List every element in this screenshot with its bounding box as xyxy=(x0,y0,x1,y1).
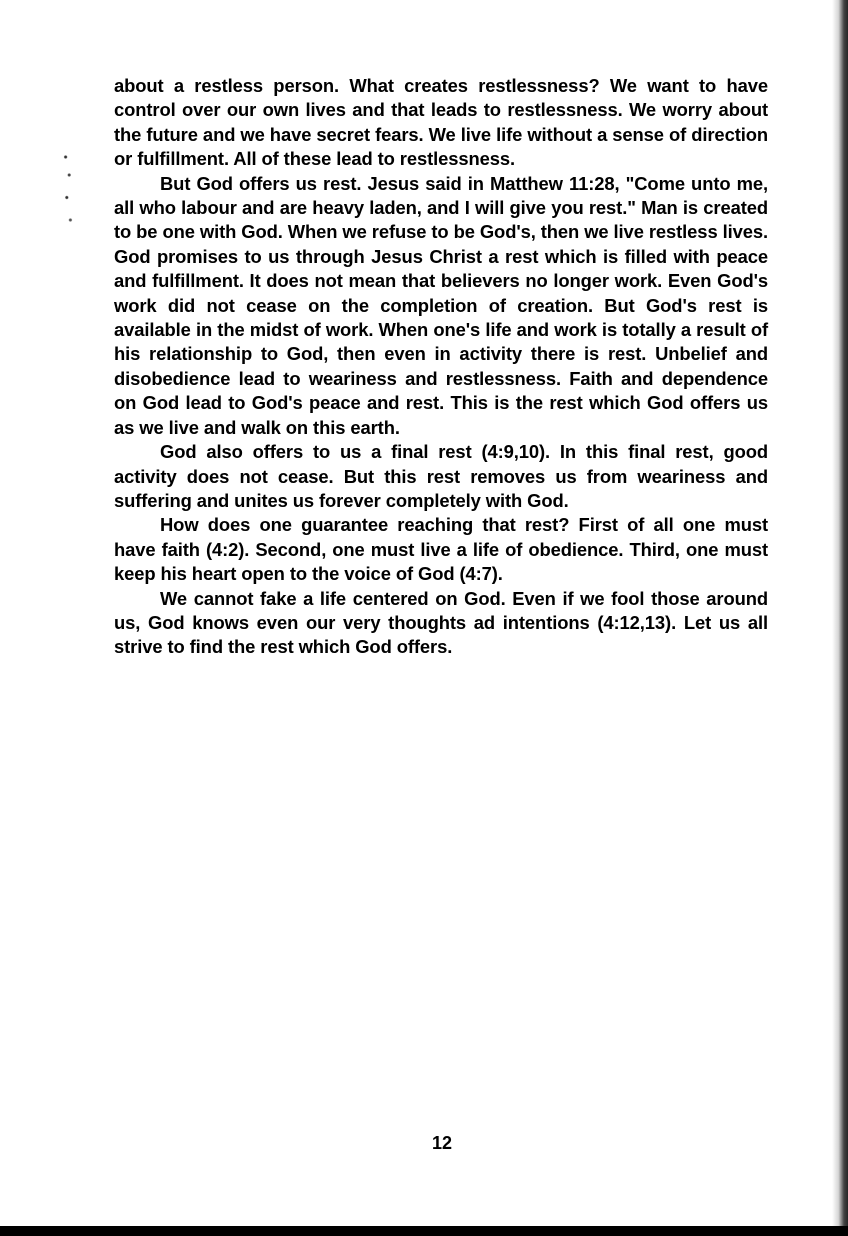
paragraph-3: God also offers to us a final rest (4:9,10). In this final rest, good activity does not cease. But this rest removes us from weariness and suffering and unites us forever completely with God. xyxy=(114,441,768,511)
body-text xyxy=(114,74,768,660)
paragraph-5: We cannot fake a life centered on God. Even if we fool those around us, God knows even our very thoughts ad intentions (4:12,13). Let us all strive to find the rest which God offers. xyxy=(114,587,768,658)
scan-speckle xyxy=(62,148,74,238)
scan-edge-bottom xyxy=(0,1226,848,1236)
paragraph-4: How does one guarantee reaching that rest? First of all one must have faith (4:2). Second, one must live a life of obedience. Third, one must keep his heart open to the voice of God (4:7). xyxy=(114,514,768,585)
paragraph-1: about a restless person. What creates restlessness? We want to have control over our own lives and that leads to restlessness. We worry about the future and we have secret fears. We live life without a sense of direction or fulfillment. All of these lead to restlessness. xyxy=(114,75,768,170)
page-number: 12 xyxy=(431,1133,453,1153)
scan-edge-right xyxy=(832,0,848,1236)
paragraph-2: But God offers us rest. Jesus said in Matthew 11:28, "Come unto me, all who labour and are heavy laden, and I will give you rest." Man is created to be one with God. When we refuse to be God's, then we live restless lives. God promises to us through Jesus Christ a rest which is filled with peace and fulfillment. It does not mean that believers no longer work. Even God's work did not cease on the completion of creation. But God's rest is available in the midst of work. When one's life and work is totally a result of his relationship to God, then even in activity there is rest. Unbelief and disobedience lead to weariness and restlessness. Faith and dependence on God lead to God's peace and rest. This is the rest which God offers us as we live and walk on this earth. xyxy=(114,172,768,438)
